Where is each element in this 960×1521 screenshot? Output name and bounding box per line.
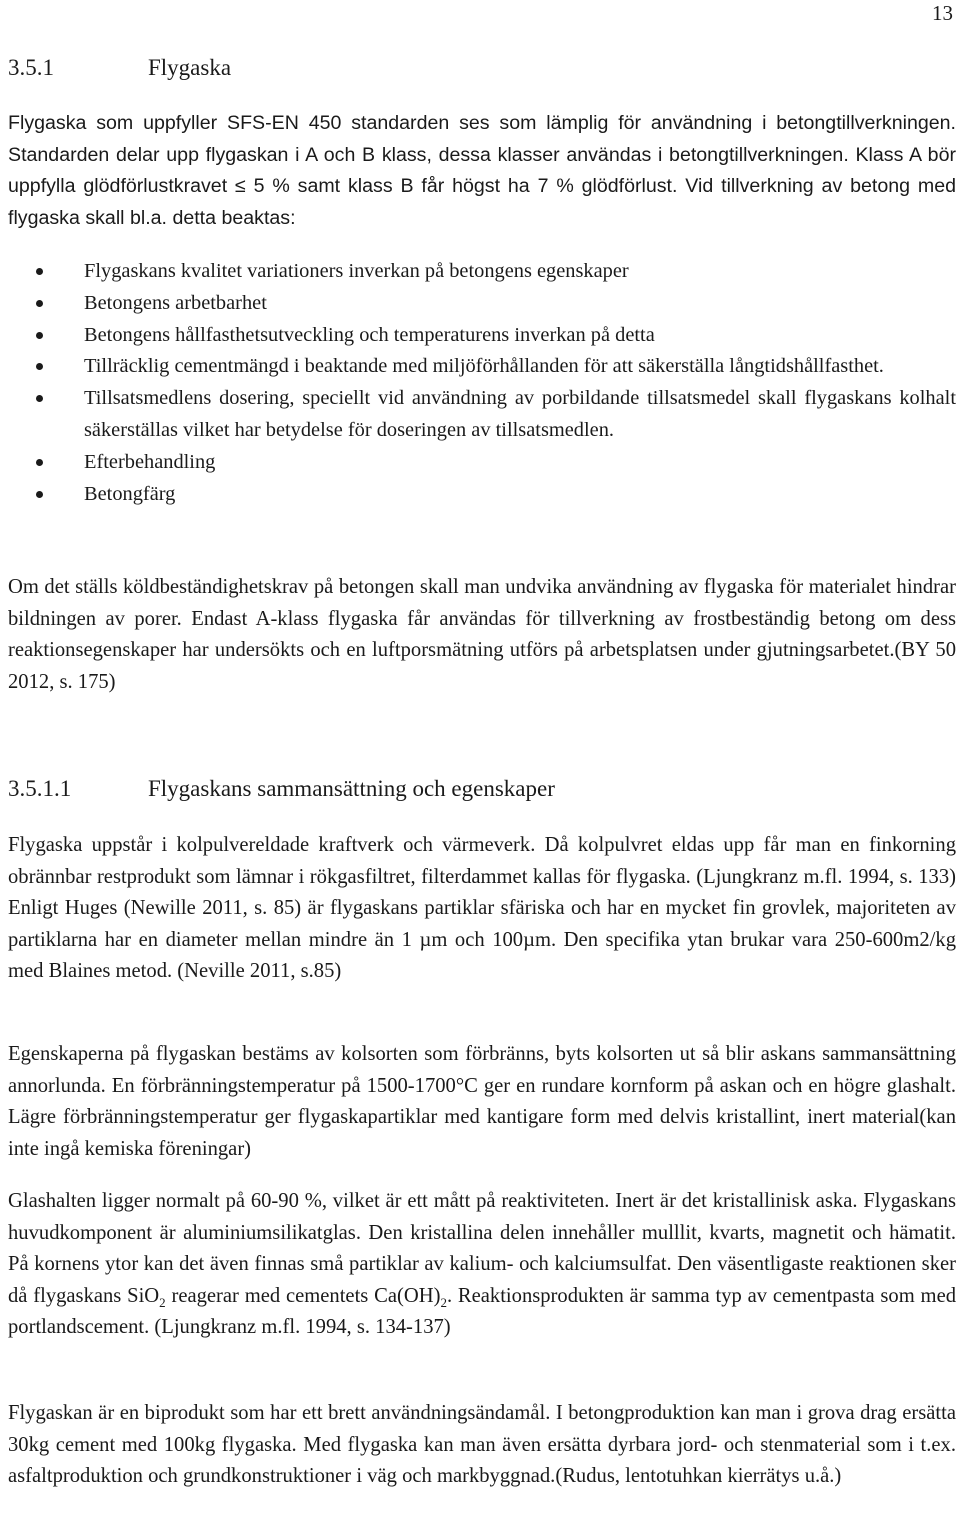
- section-title: Flygaska: [148, 55, 232, 80]
- list-item-text: Betongfärg: [84, 482, 176, 505]
- subscript-2: 2: [440, 1294, 447, 1310]
- bullet-icon: [36, 363, 43, 370]
- list-item-text: Betongens arbetbarhet: [84, 291, 267, 314]
- list-item-text: Tillsatsmedlens dosering, speciellt vid användning av porbildande tillsatsmedel skall flygaskans kolhalt säkerställas vilket har betydelse för doseringen av tillsatsmedlen.: [84, 387, 956, 441]
- origin-paragraph: Flygaska uppstår i kolpulvereldade kraftverk och värmeverk. Då kolpulvret eldas upp får man en finkorning obrännbar restprodukt som lämnar i rökgasfiltret, filterdammet kallas för flygaska. (Ljungkranz m.fl. 1994, s. 133) Enligt Huges (Newille 2011, s. 85) är flygaskans partiklar sfäriska och har en mycket fin grovlek, majoriteten av partiklarna har en diameter mellan mindre än 1 µm och 100µm. Den specifika ytan brukar vara 250-600m2/kg med Blaines metod. (Neville 2011, s.85): [8, 834, 956, 983]
- list-item-text: Betongens hållfasthetsutveckling och temperaturens inverkan på detta: [84, 323, 655, 346]
- glass-content-text-b: reagerar med cementets Ca(OH): [165, 1284, 441, 1307]
- subscript-2: 2: [159, 1294, 166, 1310]
- intro-paragraph: Flygaska som uppfyller SFS-EN 450 standarden ses som lämplig för användning i betongtillverkningen. Standarden delar upp flygaskan i A och B klass, dessa klasser användas i betongtillverkningen. Klass A bör uppfylla glödförlustkravet ≤ 5 % samt klass B får högst ha 7 % glödförlust. Vid tillverkning av betong med flygaska skall bl.a. detta beaktas:: [8, 112, 956, 229]
- subsection-title: Flygaskans sammansättning och egenskaper: [148, 776, 555, 801]
- bullet-icon: [36, 395, 43, 402]
- list-item-text: Flygaskans kvalitet variationers inverkan på betongens egenskaper: [84, 260, 629, 282]
- properties-paragraph: Egenskaperna på flygaskan bestäms av kolsorten som förbränns, byts kolsorten ut så blir askans sammansättning annorlunda. En förbränningstemperatur på 1500-1700°C ger en rundare kornform på askan och en högre glashalt. Lägre förbränningstemperatur ger flygaskapartiklar med kantigare form med delvis kristallint, inert material(kan inte ingå kemiska föreningar): [8, 1043, 956, 1160]
- section-number: 3.5.1: [8, 55, 54, 80]
- bullet-icon: [36, 459, 43, 466]
- list-item: [36, 256, 956, 288]
- bullet-icon: [36, 332, 43, 339]
- list-item-text: Tillräcklig cementmängd i beaktande med miljöförhållanden för att säkerställa långtidshållfasthet.: [84, 355, 884, 378]
- usage-paragraph: Flygaskan är en biprodukt som har ett brett användningsändamål. I betongproduktion kan man i grova drag ersätta 30kg cement med 100kg flygaska. Med flygaska kan man även ersätta dyrbara jord- och stenmaterial som i t.ex. asfaltproduktion och grundkonstruktioner i väg och markbyggnad.(Rudus, lentotuhkan kierrätys u.å.): [8, 1402, 956, 1488]
- frost-resistance-paragraph: Om det ställs köldbeständighetskrav på betongen skall man undvika användning av flygaska för materialet hindrar bildningen av porer. Endast A-klass flygaska får användas för tillverkning av frostbeständig betong om dess reaktionsegenskaper har undersökts och en luftporsmätning utförs på arbetsplatsen under gjutningsarbetet.(BY 50 2012, s. 175): [8, 576, 956, 693]
- considerations-list: [36, 256, 956, 510]
- glass-content-text-c: . Reaktionsprodukten är samma typ av cementpasta som med portlandscement. (Ljungkranz m.fl. 1994, s. 134-137): [8, 1284, 957, 1339]
- list-item: [36, 479, 956, 511]
- glass-content-paragraph: [8, 1186, 956, 1344]
- list-item-text: Efterbehandling: [84, 450, 216, 473]
- list-item: [36, 351, 956, 383]
- subsection-number: 3.5.1.1: [8, 776, 72, 801]
- list-item: [36, 447, 956, 479]
- page-number: 13: [932, 1, 953, 25]
- bullet-icon: [36, 491, 43, 498]
- bullet-icon: [36, 300, 43, 307]
- glass-content-text-a: Glashalten ligger normalt på 60-90 %, vilket är ett mått på reaktiviteten. Inert är det kristallinisk aska. Flygaskans huvudkomponent är aluminiumsilikatglas. Den kristallina delen innehåller mulllit, kvarts, magnetit och hämatit. På kornens ytor kan det även finnas små partiklar av kalium- och kalciumsulfat. Den väsentligaste reaktionen sker då flygaskans SiO: [8, 1190, 956, 1307]
- bullet-icon: [36, 268, 43, 275]
- list-item: [36, 383, 956, 447]
- list-item: [36, 288, 956, 320]
- list-item: [36, 320, 956, 352]
